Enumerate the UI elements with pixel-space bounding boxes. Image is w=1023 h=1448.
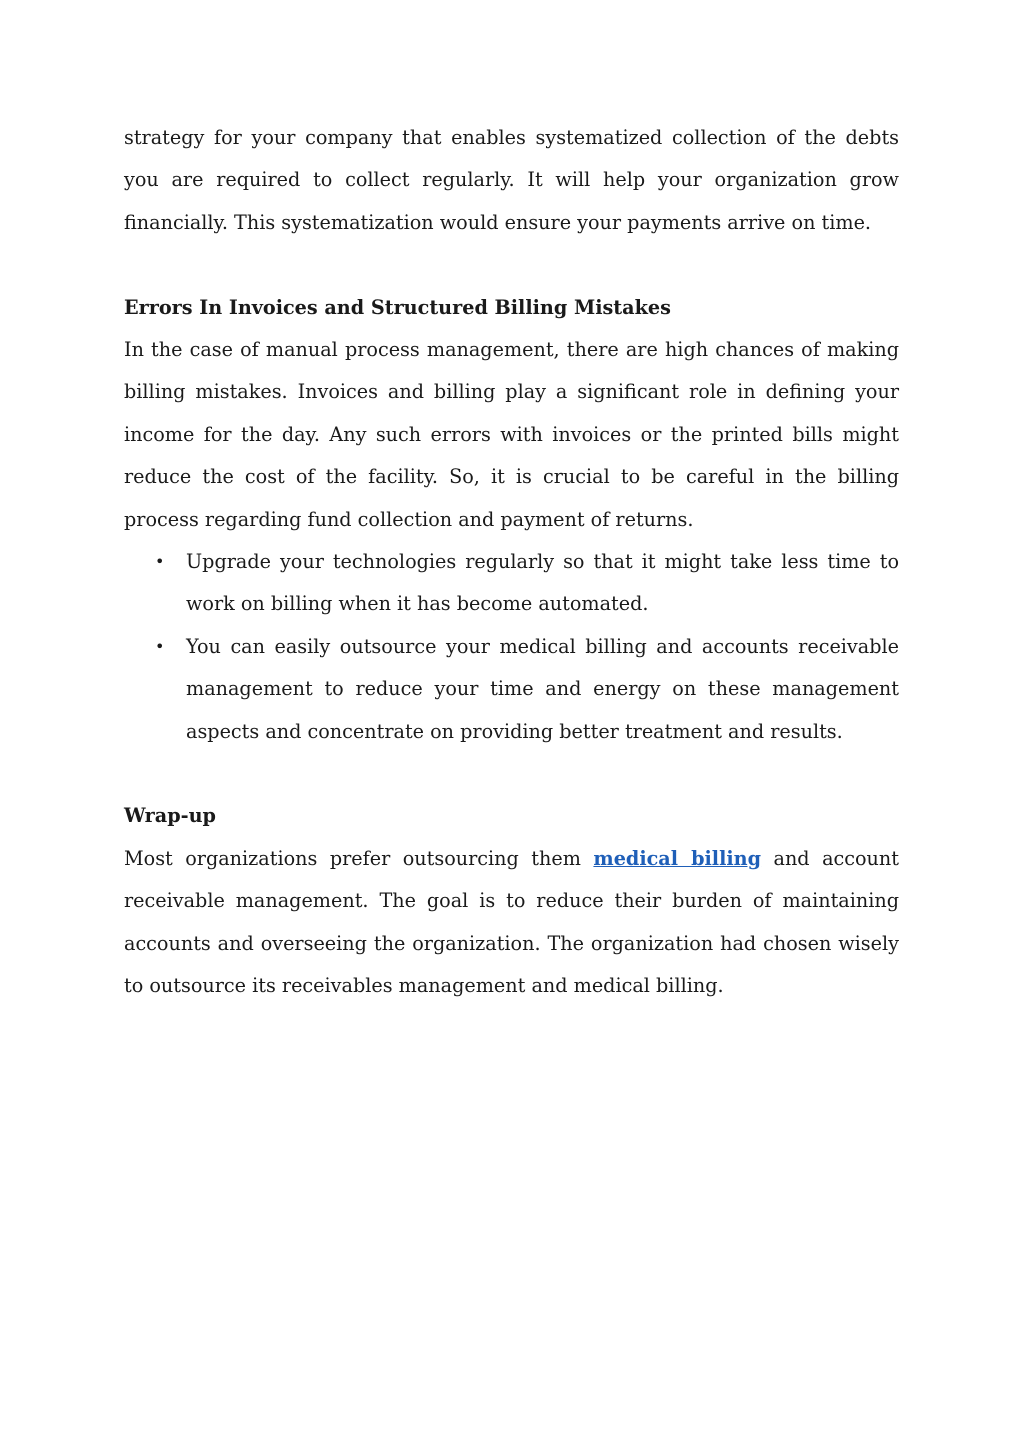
medical-billing-link[interactable]: medical billing	[593, 846, 762, 870]
intro-paragraph: strategy for your company that enables systematized collection of the debts you are required to collect regularly. It will help your organization grow financially. This systematization would ensure your payments arrive on time.	[124, 126, 899, 234]
list-item	[124, 626, 899, 753]
document-body	[124, 117, 899, 1008]
wrapup-paragraph	[124, 838, 899, 1008]
list-item-text: Upgrade your technologies regularly so that it might take less time to work on billing when it has become automated.	[186, 550, 899, 616]
bullet-icon: •	[155, 636, 165, 656]
errors-heading: Errors In Invoices and Structured Billing Mistakes	[124, 295, 671, 319]
list-item	[124, 541, 899, 626]
bullet-icon: •	[155, 552, 165, 572]
list-item-text: You can easily outsource your medical billing and accounts receivable management to reduce your time and energy on these management aspects and concentrate on providing better treatment and results.	[186, 634, 899, 743]
section-spacer	[124, 753, 899, 795]
section-spacer	[124, 244, 899, 286]
wrapup-text-after-link: and account receivable management. The goal is to reduce their burden of maintaining accounts and overseeing the organization. The organization had chosen wisely to outsource its receivables management and medical billing.	[124, 846, 899, 998]
wrapup-text-before-link: Most organizations prefer outsourcing them	[124, 846, 594, 870]
errors-bullet-list	[124, 541, 899, 753]
wrapup-heading: Wrap-up	[124, 804, 216, 828]
errors-paragraph: In the case of manual process management, there are high chances of making billing mistakes. Invoices and billing play a significant role in defining your income for the day. Any such errors with invoices or the printed bills might reduce the cost of the facility. So, it is crucial to be careful in the billing process regarding fund collection and payment of returns.	[124, 338, 899, 531]
